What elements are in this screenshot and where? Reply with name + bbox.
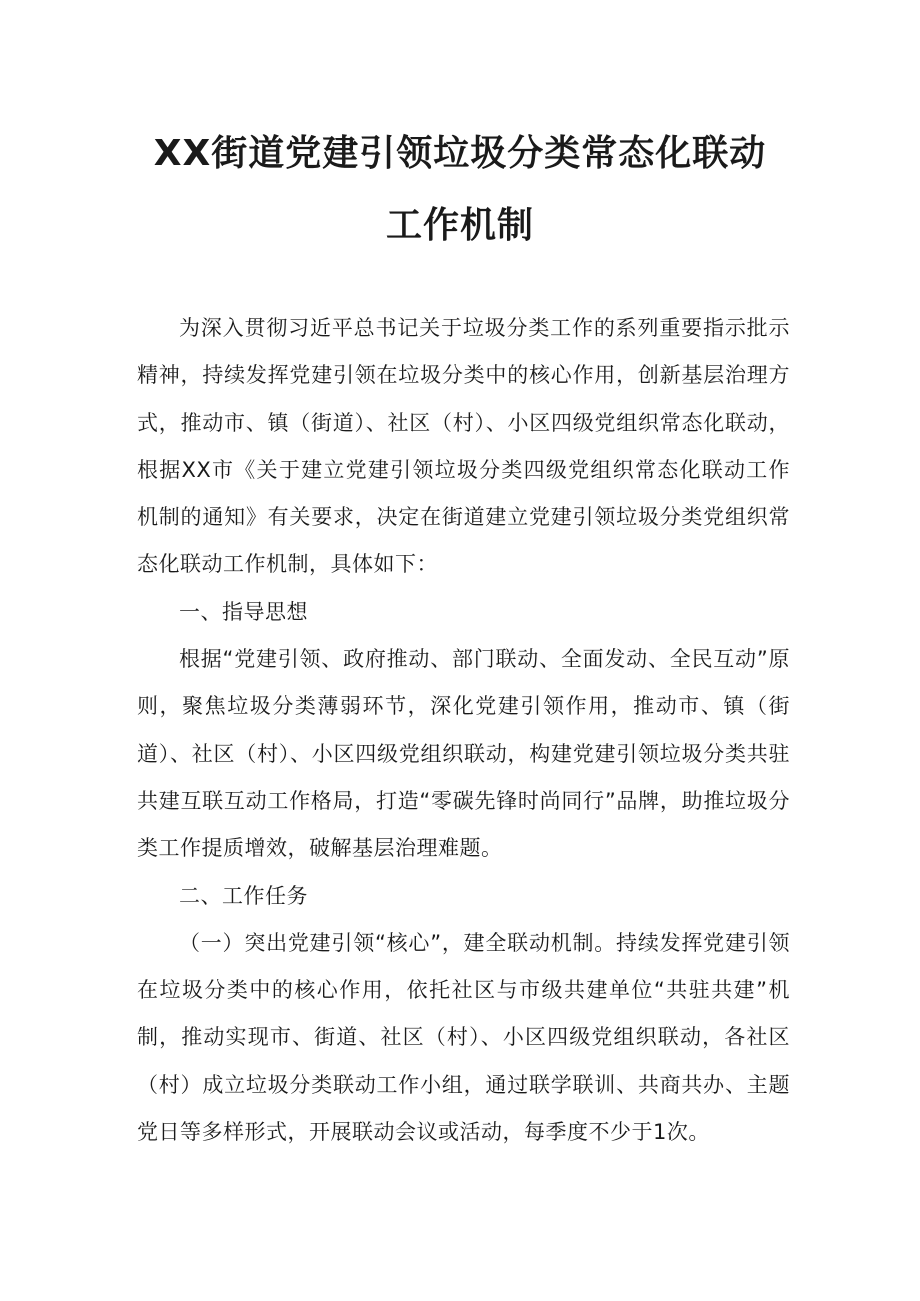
guiding-ideology-paragraph: 根据“党建引领、政府推动、部门联动、全面发动、全民互动”原则，聚焦垃圾分类薄弱环节，深化党建引领作用，推动市、镇（街道）、社区（村）、小区四级党组织联动，构建党建引领垃圾分类共驻共建互联互动工作格局，打造“零碳先锋时尚同行”品牌，助推垃圾分类工作提质增效，破解基层治理难题。 xyxy=(137,647,790,861)
document-title-line-2: 工作机制 xyxy=(385,205,534,246)
section-heading-work-tasks: 二、工作任务 xyxy=(179,883,308,908)
section-heading-guiding-ideology: 一、指导思想 xyxy=(179,599,308,624)
work-task-item-1-paragraph: （一）突出党建引领“核心”，建全联动机制。持续发挥党建引领在垃圾分类中的核心作用，依托社区与市级共建单位“共驻共建”机制，推动实现市、街道、社区（村）、小区四级党组织联动，各社区（村）成立垃圾分类联动工作小组，通过联学联训、共商共办、主题党日等多样形式，开展联动会议或活动，每季度不少于1次。 xyxy=(137,930,790,1145)
document-body xyxy=(137,305,790,1156)
document-title-line-1: XX街道党建引领垃圾分类常态化联动 xyxy=(153,133,767,174)
intro-paragraph: 为深入贯彻习近平总书记关于垃圾分类工作的系列重要指示批示精神，持续发挥党建引领在垃圾分类中的核心作用，创新基层治理方式，推动市、镇（街道）、社区（村）、小区四级党组织常态化联动，根据XX市《关于建立党建引领垃圾分类四级党组织常态化联动工作机制的通知》有关要求，决定在街道建立党建引领垃圾分类党组织常态化联动工作机制，具体如下： xyxy=(137,316,790,577)
